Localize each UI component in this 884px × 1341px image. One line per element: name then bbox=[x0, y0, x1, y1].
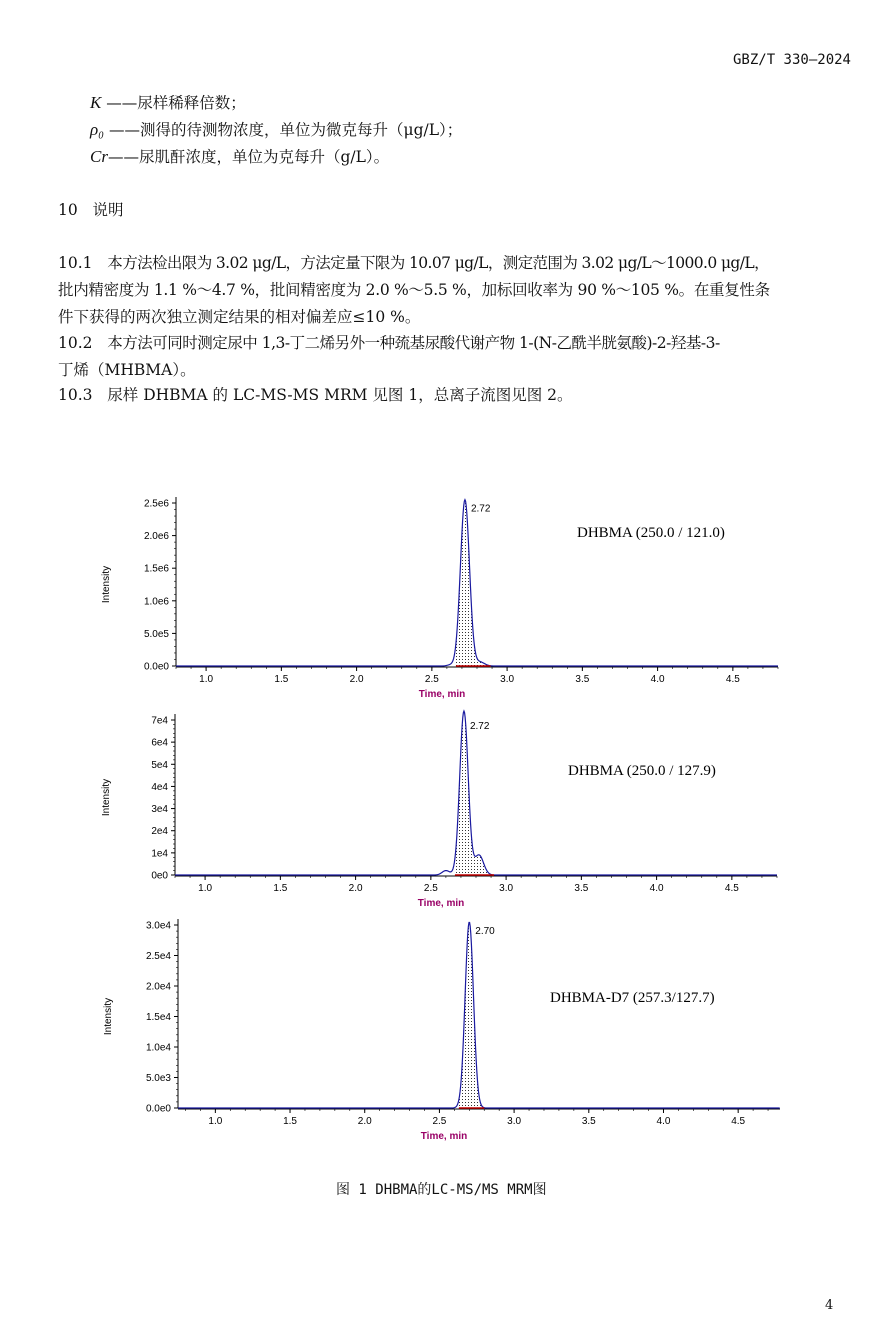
y-axis-label: Intensity bbox=[103, 997, 114, 1036]
symbol: Cr bbox=[90, 147, 108, 166]
x-tick-label: 1.0 bbox=[199, 674, 214, 685]
symbol: ρ₀ bbox=[90, 120, 105, 139]
y-tick-label: 1.5e4 bbox=[145, 1012, 171, 1023]
figure-caption: 图 1 DHBMA的LC-MS/MS MRM图 bbox=[336, 1182, 547, 1198]
trace-title: DHBMA-D7 (257.3/127.7) bbox=[550, 990, 715, 1006]
chromatogram-3 bbox=[95, 912, 795, 1142]
clause-number: 10.1 bbox=[58, 254, 93, 272]
clause-text: 本方法检出限为 3.02 μg/L，方法定量下限为 10.07 μg/L，测定范围为 3.02 μg/L～1000.0 μg/L， bbox=[107, 254, 769, 272]
x-tick-label: 2.5 bbox=[423, 883, 438, 894]
y-tick-label: 3e4 bbox=[151, 804, 168, 816]
y-tick-label: 2.5e6 bbox=[143, 498, 169, 510]
x-axis-label: Time, min bbox=[418, 689, 466, 700]
x-tick-label: 2.0 bbox=[357, 1116, 372, 1127]
chromatogram-trace bbox=[175, 711, 777, 875]
x-tick-label: 1.5 bbox=[283, 1116, 297, 1127]
y-tick-label: 5.0e3 bbox=[145, 1073, 171, 1084]
x-tick-label: 3.0 bbox=[500, 674, 515, 685]
definition-rho bbox=[90, 120, 462, 140]
peak-retention-label: 2.70 bbox=[475, 925, 495, 937]
x-tick-label: 3.0 bbox=[507, 1116, 522, 1127]
clause-text: 尿样 DHBMA 的 LC-MS-MS MRM 见图 1，总离子流图见图 2。 bbox=[107, 386, 573, 404]
clause-10-1-line3: 件下获得的两次独立测定结果的相对偏差应≤10 %。 bbox=[58, 308, 421, 326]
x-tick-label: 1.0 bbox=[208, 1116, 223, 1127]
x-tick-label: 4.5 bbox=[725, 674, 740, 685]
y-tick-label: 6e4 bbox=[151, 737, 168, 749]
y-tick-label: 7e4 bbox=[151, 715, 168, 727]
peak-retention-label: 2.72 bbox=[469, 720, 490, 732]
x-tick-label: 2.0 bbox=[348, 883, 363, 894]
chromatogram-1 bbox=[95, 490, 795, 705]
section-number: 10 bbox=[58, 201, 78, 219]
x-tick-label: 3.5 bbox=[581, 1116, 596, 1127]
trace-title: DHBMA (250.0 / 121.0) bbox=[577, 525, 725, 541]
section-title: 说明 bbox=[92, 201, 124, 219]
standard-number: GBZ/T 330—2024 bbox=[732, 52, 851, 68]
x-tick-label: 3.5 bbox=[574, 883, 589, 894]
y-tick-label: 2.0e4 bbox=[145, 981, 171, 993]
section-heading bbox=[58, 200, 124, 220]
integrated-peak-area bbox=[456, 500, 491, 666]
y-tick-label: 5e4 bbox=[151, 759, 168, 771]
x-tick-label: 4.0 bbox=[650, 674, 665, 685]
x-axis-label: Time, min bbox=[417, 898, 465, 909]
clause-number: 10.2 bbox=[58, 334, 93, 352]
x-tick-label: 1.5 bbox=[273, 883, 288, 894]
y-tick-label: 3.0e4 bbox=[145, 920, 171, 932]
y-tick-label: 0.0e0 bbox=[143, 661, 169, 673]
definition-text: ——测得的待测物浓度，单位为微克每升（μg/L）； bbox=[109, 121, 463, 139]
y-tick-label: 0.0e0 bbox=[145, 1103, 171, 1115]
y-tick-label: 1.5e6 bbox=[143, 563, 169, 575]
symbol: K bbox=[90, 93, 102, 112]
x-tick-label: 3.0 bbox=[499, 883, 514, 894]
y-tick-label: 4e4 bbox=[151, 781, 168, 793]
x-tick-label: 4.5 bbox=[724, 883, 739, 894]
y-tick-label: 1e4 bbox=[151, 848, 168, 860]
x-tick-label: 3.5 bbox=[575, 674, 590, 685]
clause-10-1-line1 bbox=[58, 253, 769, 273]
y-tick-label: 1.0e6 bbox=[143, 596, 169, 608]
clause-number: 10.3 bbox=[58, 386, 93, 404]
x-tick-label: 2.0 bbox=[349, 674, 364, 685]
y-tick-label: 2.0e6 bbox=[143, 531, 169, 543]
y-tick-label: 1.0e4 bbox=[145, 1042, 171, 1054]
y-axis-label: Intensity bbox=[101, 565, 112, 604]
page-number: 4 bbox=[825, 1298, 834, 1313]
definition-text: ——尿样稀释倍数； bbox=[106, 94, 246, 112]
y-tick-label: 2.5e4 bbox=[145, 951, 171, 962]
y-axis-label: Intensity bbox=[101, 778, 112, 817]
trace-title: DHBMA (250.0 / 127.9) bbox=[568, 763, 716, 779]
clause-10-3 bbox=[58, 385, 573, 405]
y-tick-label: 5.0e5 bbox=[143, 628, 169, 640]
y-tick-label: 2e4 bbox=[151, 826, 168, 838]
x-tick-label: 4.0 bbox=[656, 1116, 671, 1127]
x-tick-label: 1.0 bbox=[198, 883, 213, 894]
x-tick-label: 4.5 bbox=[731, 1116, 746, 1127]
clause-10-2-line2: 丁烯（MHBMA）。 bbox=[58, 361, 196, 379]
x-tick-label: 4.0 bbox=[649, 883, 664, 894]
x-axis-label: Time, min bbox=[420, 1131, 468, 1142]
x-tick-label: 2.5 bbox=[432, 1116, 447, 1127]
chromatogram-trace bbox=[178, 922, 780, 1108]
clause-10-1-line2: 批内精密度为 1.1 %～4.7 %，批间精密度为 2.0 %～5.5 %，加标回收率为 90 %～105 %。在重复性条 bbox=[58, 281, 770, 299]
integrated-peak-area bbox=[455, 711, 494, 875]
chromatogram-2 bbox=[95, 700, 795, 915]
y-tick-label: 0e0 bbox=[151, 870, 168, 882]
x-tick-label: 1.5 bbox=[274, 674, 289, 685]
definition-k bbox=[90, 93, 246, 113]
peak-retention-label: 2.72 bbox=[470, 503, 491, 515]
definition-text: ——尿肌酐浓度，单位为克每升（g/L）。 bbox=[107, 148, 390, 166]
x-tick-label: 2.5 bbox=[424, 674, 439, 685]
definition-cr bbox=[90, 147, 389, 167]
clause-text: 本方法可同时测定尿中 1,3-丁二烯另外一种巯基尿酸代谢产物 1-(N-乙酰半胱氨酸)-2-羟基-3- bbox=[107, 334, 720, 352]
clause-10-2-line1 bbox=[58, 333, 720, 353]
